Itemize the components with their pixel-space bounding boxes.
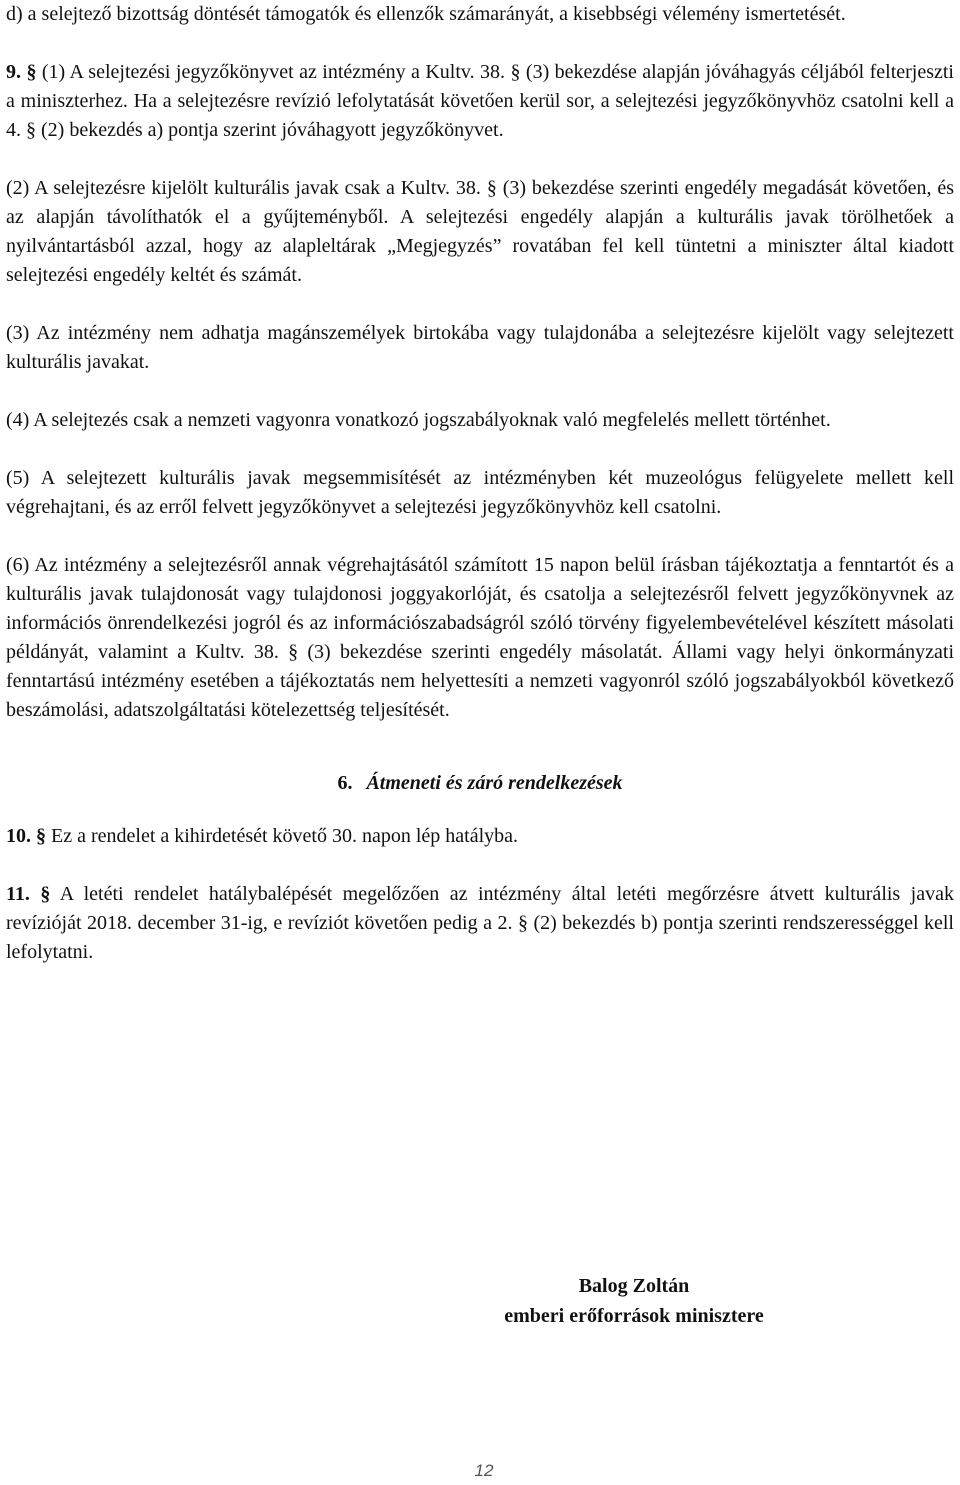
document-page (6, 0, 954, 967)
section-11-number: 11. (6, 883, 30, 905)
section-11-text: A letéti rendelet hatálybalépését megelőzően az intézmény által letéti megőrzésre átvett kulturális javak revízióját 2018. december 31-ig, e revíziót követően pedig a 2. § (2) bekezdés b) pontja szerinti rendszerességgel kell lefolytatni. (6, 883, 954, 963)
section-sign: § (40, 883, 51, 905)
section-9-paragraph-1 (6, 58, 954, 145)
chapter-number: 6. (337, 772, 353, 794)
section-sign: § (36, 825, 46, 847)
signatory-name: Balog Zoltán (578, 1275, 690, 1297)
section-9-paragraph-5: (5) A selejtezett kulturális javak megsemmisítését az intézményben két muzeológus felügyelete mellett kell végrehajtani, és az erről felvett jegyzőkönyvet a selejtezési jegyzőkönyvhöz kell csatolni. (6, 467, 954, 518)
section-9-paragraph-2: (2) A selejtezésre kijelölt kulturális javak csak a Kultv. 38. § (3) bekezdése szerinti engedély megadását követően, és az alapján távolíthatók el a gyűjteményből. A selejtezési engedély alapján a kulturális javak törölhetőek a nyilvántartásból azzal, hogy az alapleltárak „Megjegyzés” rovatában fel kell tüntetni a miniszter által kiadott selejtezési engedély keltét és számát. (6, 177, 954, 286)
section-9-number: 9. (6, 61, 21, 83)
section-9-text: (1) A selejtezési jegyzőkönyvet az intézmény a Kultv. 38. § (3) bekezdése alapján jóváhagyás céljából felterjeszti a miniszterhez. Ha a selejtezésre revízió lefolytatását követően kerül sor, a selejtezési jegyzőkönyvhöz csatolni kell a 4. § (2) bekezdés a) pontja szerint jóváhagyott jegyzőkönyvet. (6, 61, 954, 141)
signature-block (0, 1271, 948, 1331)
chapter-heading (6, 769, 954, 798)
section-9-paragraph-3: (3) Az intézmény nem adhatja magánszemélyek birtokába vagy tulajdonába a selejtezésre kijelölt vagy selejtezett kulturális javakat. (6, 322, 954, 373)
signatory-title: emberi erőforrások minisztere (504, 1305, 764, 1327)
section-10-number: 10. (6, 825, 31, 847)
page-number: 12 (474, 1461, 494, 1480)
section-10 (6, 822, 954, 851)
paragraph-d: d) a selejtező bizottság döntését támogatók és ellenzők számarányát, a kisebbségi vélemény ismertetését. (6, 3, 846, 25)
section-sign: § (26, 61, 37, 83)
section-9-paragraph-4: (4) A selejtezés csak a nemzeti vagyonra vonatkozó jogszabályoknak való megfelelés mellett történhet. (6, 409, 831, 431)
section-11 (6, 880, 954, 967)
section-10-text: Ez a rendelet a kihirdetését követő 30. napon lép hatályba. (51, 825, 519, 847)
chapter-title: Átmeneti és záró rendelkezések (366, 772, 623, 794)
section-9-paragraph-6: (6) Az intézmény a selejtezésről annak végrehajtásától számított 15 napon belül írásban tájékoztatja a fenntartót és a kulturális javak tulajdonosát vagy tulajdonosi joggyakorlóját, és csatolja a selejtezésről felvett jegyzőkönyvnek az információs önrendelkezési jogról és az információszabadságról szóló törvény figyelembevételével készített másolati példányát, valamint a Kultv. 38. § (3) bekezdése szerinti engedély másolatát. Állami vagy helyi önkormányzati fenntartású intézmény esetében a tájékoztatás nem helyettesíti a nemzeti vagyonról szóló jogszabályokból következő beszámolási, adatszolgáltatási kötelezettség teljesítését. (6, 554, 954, 721)
